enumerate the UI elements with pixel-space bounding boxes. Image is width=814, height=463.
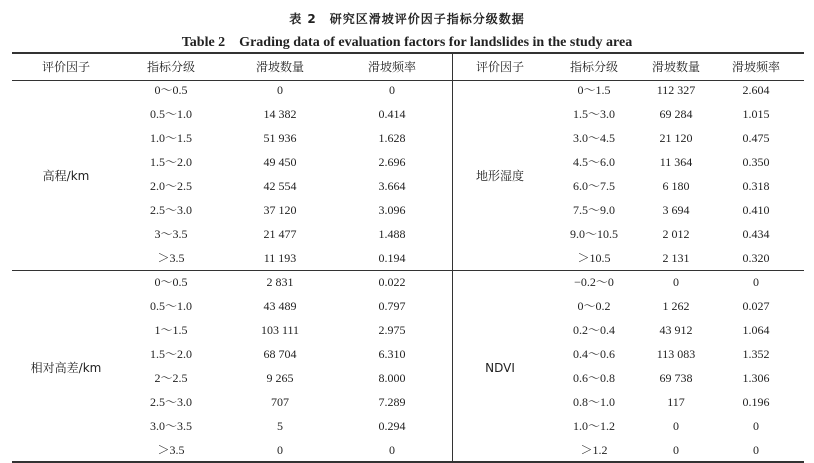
frequency-cell: 0 bbox=[389, 83, 395, 97]
frequency-cell: 0.434 bbox=[742, 227, 770, 241]
frequency-cell: 1.628 bbox=[378, 131, 406, 145]
header-rule bbox=[12, 80, 804, 81]
frequency-cell: 0.196 bbox=[742, 395, 770, 409]
frequency-cell: 0.320 bbox=[742, 251, 770, 265]
count-cell: 43 912 bbox=[659, 323, 693, 337]
grade-cell: ＞1.2 bbox=[580, 443, 608, 457]
count-cell: 112 327 bbox=[656, 83, 696, 97]
grade-cell: 0～0.5 bbox=[154, 83, 188, 97]
frequency-cell: 0 bbox=[389, 443, 395, 457]
frequency-cell: 0.194 bbox=[378, 251, 406, 265]
count-cell: 117 bbox=[667, 395, 685, 409]
count-cell: 0 bbox=[673, 443, 679, 457]
grade-cell: 6.0～7.5 bbox=[572, 179, 615, 193]
grade-cell: 0～0.2 bbox=[577, 299, 611, 313]
factor-label: 相对高差/km bbox=[30, 361, 102, 375]
count-cell: 3 694 bbox=[662, 203, 690, 217]
count-cell: 69 738 bbox=[659, 371, 693, 385]
column-header: 指标分级 bbox=[569, 60, 618, 74]
frequency-cell: 1.306 bbox=[742, 371, 770, 385]
frequency-cell: 0 bbox=[753, 275, 759, 289]
frequency-cell: 3.096 bbox=[378, 203, 406, 217]
grade-cell: 4.5～6.0 bbox=[572, 155, 615, 169]
count-cell: 0 bbox=[673, 275, 679, 289]
frequency-cell: 0 bbox=[753, 443, 759, 457]
factor-label: 高程/km bbox=[42, 169, 90, 183]
frequency-cell: 0.027 bbox=[742, 299, 770, 313]
top-rule bbox=[12, 52, 804, 54]
grade-cell: 2～2.5 bbox=[154, 371, 188, 385]
grade-cell: ＞3.5 bbox=[157, 443, 185, 457]
count-cell: 69 284 bbox=[659, 107, 693, 121]
grade-cell: 7.5～9.0 bbox=[572, 203, 615, 217]
frequency-cell: 0 bbox=[753, 419, 759, 433]
column-header: 滑坡频率 bbox=[731, 60, 780, 74]
count-cell: 14 382 bbox=[263, 107, 297, 121]
count-cell: 68 704 bbox=[263, 347, 297, 361]
count-cell: 42 554 bbox=[263, 179, 297, 193]
frequency-cell: 3.664 bbox=[378, 179, 406, 193]
grade-cell: 0.5～1.0 bbox=[149, 299, 192, 313]
frequency-cell: 2.604 bbox=[742, 83, 770, 97]
column-header: 指标分级 bbox=[146, 60, 195, 74]
count-cell: 2 012 bbox=[662, 227, 690, 241]
count-cell: 5 bbox=[277, 419, 283, 433]
count-cell: 49 450 bbox=[263, 155, 297, 169]
factor-label: NDVI bbox=[485, 361, 515, 375]
count-cell: 9 265 bbox=[266, 371, 294, 385]
frequency-cell: 0.022 bbox=[378, 275, 406, 289]
grade-cell: 1.0～1.2 bbox=[572, 419, 615, 433]
grade-cell: 1.0～1.5 bbox=[149, 131, 192, 145]
count-cell: 51 936 bbox=[263, 131, 297, 145]
frequency-cell: 1.064 bbox=[742, 323, 770, 337]
count-cell: 0 bbox=[277, 83, 283, 97]
grade-cell: 0～0.5 bbox=[154, 275, 188, 289]
frequency-cell: 0.797 bbox=[378, 299, 406, 313]
count-cell: 2 131 bbox=[662, 251, 690, 265]
column-header: 滑坡频率 bbox=[367, 60, 416, 74]
count-cell: 103 111 bbox=[260, 323, 300, 337]
bottom-rule bbox=[12, 461, 804, 463]
count-cell: 2 831 bbox=[266, 275, 294, 289]
count-cell: 11 364 bbox=[659, 155, 693, 169]
count-cell: 11 193 bbox=[263, 251, 297, 265]
factor-label: 地形湿度 bbox=[475, 169, 524, 183]
frequency-cell: 2.975 bbox=[378, 323, 406, 337]
count-cell: 37 120 bbox=[263, 203, 297, 217]
grade-cell: 0.8～1.0 bbox=[572, 395, 615, 409]
grade-cell: 3～3.5 bbox=[154, 227, 188, 241]
grade-cell: 3.0～3.5 bbox=[149, 419, 192, 433]
grade-cell: 2.5～3.0 bbox=[149, 203, 192, 217]
frequency-cell: 0.318 bbox=[742, 179, 770, 193]
frequency-cell: 2.696 bbox=[378, 155, 406, 169]
frequency-cell: 0.475 bbox=[742, 131, 770, 145]
grade-cell: 0.2～0.4 bbox=[572, 323, 615, 337]
frequency-cell: 1.352 bbox=[742, 347, 770, 361]
column-header: 评价因子 bbox=[475, 60, 524, 74]
grade-cell: ＞10.5 bbox=[577, 251, 611, 265]
grade-cell: 9.0～10.5 bbox=[569, 227, 618, 241]
grade-cell: 1.5～2.0 bbox=[149, 155, 192, 169]
frequency-cell: 1.488 bbox=[378, 227, 406, 241]
count-cell: 21 120 bbox=[659, 131, 693, 145]
frequency-cell: 8.000 bbox=[378, 371, 406, 385]
grade-cell: ＞3.5 bbox=[157, 251, 185, 265]
count-cell: 0 bbox=[673, 419, 679, 433]
grade-cell: 2.5～3.0 bbox=[149, 395, 192, 409]
grade-cell: 0.6～0.8 bbox=[572, 371, 615, 385]
count-cell: 43 489 bbox=[263, 299, 297, 313]
frequency-cell: 0.350 bbox=[742, 155, 770, 169]
frequency-cell: 1.015 bbox=[742, 107, 770, 121]
frequency-cell: 7.289 bbox=[378, 395, 406, 409]
count-cell: 707 bbox=[271, 395, 289, 409]
grade-cell: 1～1.5 bbox=[154, 323, 188, 337]
count-cell: 6 180 bbox=[662, 179, 690, 193]
grade-cell: −0.2～0 bbox=[574, 275, 614, 289]
count-cell: 113 083 bbox=[656, 347, 696, 361]
count-cell: 1 262 bbox=[662, 299, 690, 313]
column-header: 滑坡数量 bbox=[651, 60, 700, 74]
frequency-cell: 0.410 bbox=[742, 203, 770, 217]
column-header: 评价因子 bbox=[41, 60, 90, 74]
half-divider-rule bbox=[452, 52, 453, 461]
frequency-cell: 6.310 bbox=[378, 347, 406, 361]
grade-cell: 1.5～2.0 bbox=[149, 347, 192, 361]
grade-cell: 1.5～3.0 bbox=[572, 107, 615, 121]
grade-cell: 3.0～4.5 bbox=[572, 131, 615, 145]
count-cell: 21 477 bbox=[263, 227, 297, 241]
frequency-cell: 0.414 bbox=[378, 107, 406, 121]
grade-cell: 0～1.5 bbox=[577, 83, 611, 97]
table-caption-en: Table 2 Grading data of evaluation factors for landslides in the study area bbox=[181, 35, 633, 50]
frequency-cell: 0.294 bbox=[378, 419, 406, 433]
grade-cell: 0.4～0.6 bbox=[572, 347, 615, 361]
table-caption-cn: 表 2 研究区滑坡评价因子指标分级数据 bbox=[289, 12, 525, 26]
grade-cell: 0.5～1.0 bbox=[149, 107, 192, 121]
count-cell: 0 bbox=[277, 443, 283, 457]
column-header: 滑坡数量 bbox=[255, 60, 304, 74]
grade-cell: 2.0～2.5 bbox=[149, 179, 192, 193]
block-divider-rule bbox=[12, 270, 804, 271]
